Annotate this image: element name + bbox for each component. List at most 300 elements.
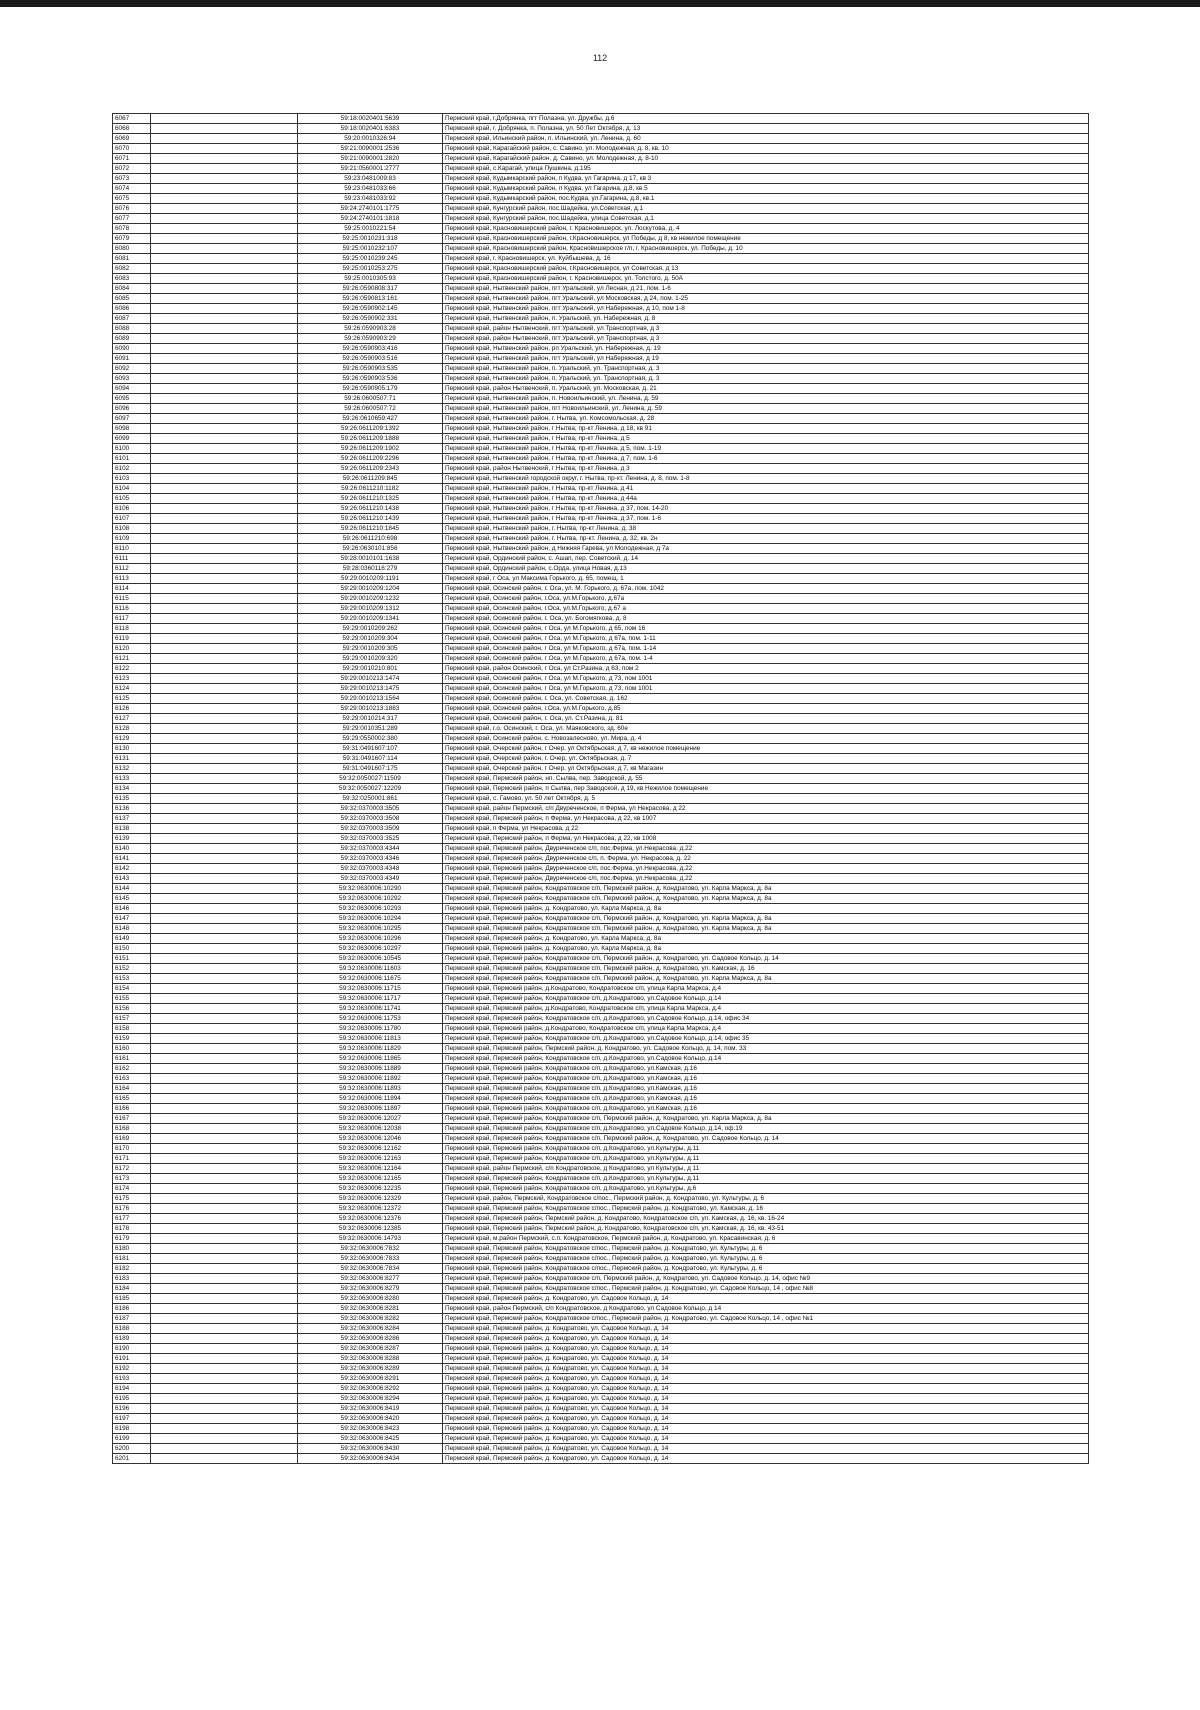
table-row bbox=[113, 194, 1089, 204]
table-row bbox=[113, 744, 1089, 754]
address: Пермский край, Пермский район, д. Кондратово, ул. Садовое Кольцо, д. 14 bbox=[443, 1374, 1089, 1384]
cadastral-number: 59:26:0611210:1845 bbox=[298, 524, 443, 534]
address: Пермский край, Пермский район, Кондратовское с/п, д.Кондратово, ул.Садовое Кольцо, д.14, офис 35 bbox=[443, 1034, 1089, 1044]
table-row bbox=[113, 1044, 1089, 1054]
address: Пермский край, Ильинский район, п. Ильинский, ул. Ленина, д. 60 bbox=[443, 134, 1089, 144]
row-number: 6109 bbox=[113, 534, 151, 544]
address: Пермский край, Осинский район, г Оса, ул М.Горького, д 67а, пом. 1-4 bbox=[443, 654, 1089, 664]
empty-cell bbox=[151, 134, 298, 144]
address: Пермский край, Пермский район, Кондратовское с/п, д.Кондратово, ул.Садовое Кольцо, д.14, оф.19 bbox=[443, 1124, 1089, 1134]
empty-cell bbox=[151, 904, 298, 914]
cadastral-number: 59:32:0050027:12209 bbox=[298, 784, 443, 794]
row-number: 6077 bbox=[113, 214, 151, 224]
address: Пермский край, Пермский район, Кондратовское с/п, д.Кондратово, ул.Камская, д.16 bbox=[443, 1064, 1089, 1074]
address: Пермский край, Очерский район, г Очер, ул Октябрьская, д 7, кв Магазин bbox=[443, 764, 1089, 774]
cadastral-number: 59:26:0590813:161 bbox=[298, 294, 443, 304]
cadastral-number: 59:20:0010326:94 bbox=[298, 134, 443, 144]
row-number: 6103 bbox=[113, 474, 151, 484]
address: Пермский край, Пермский район, д. Кондратово, ул. Садовое Кольцо, д. 14 bbox=[443, 1454, 1089, 1464]
row-number: 6166 bbox=[113, 1104, 151, 1114]
empty-cell bbox=[151, 1144, 298, 1154]
row-number: 6131 bbox=[113, 754, 151, 764]
cadastral-number: 59:28:0360116:279 bbox=[298, 564, 443, 574]
row-number: 6067 bbox=[113, 114, 151, 124]
cadastral-number: 59:26:0590902:331 bbox=[298, 314, 443, 324]
address: Пермский край, Пермский район, Кондратовское с/пос., Пермский район, д. Кондратово, ул. Культуры, д. 6 bbox=[443, 1264, 1089, 1274]
cadastral-number: 59:21:0560001:2777 bbox=[298, 164, 443, 174]
address: Пермский край, Пермский район, д.Кондратово, Кондратовское с/п, улица Карла Маркса, д.4 bbox=[443, 984, 1089, 994]
address: Пермский край, Красновишерский район, г.Красновишерск, ул Советская, д 13 bbox=[443, 264, 1089, 274]
empty-cell bbox=[151, 1454, 298, 1464]
table-row bbox=[113, 324, 1089, 334]
cadastral-number: 59:32:0250001:861 bbox=[298, 794, 443, 804]
table-row bbox=[113, 444, 1089, 454]
row-number: 6073 bbox=[113, 174, 151, 184]
cadastral-number: 59:32:0630006:8277 bbox=[298, 1274, 443, 1284]
cadastral-number: 59:26:0611210:1325 bbox=[298, 494, 443, 504]
cadastral-number: 59:32:0370003:4344 bbox=[298, 844, 443, 854]
empty-cell bbox=[151, 1254, 298, 1264]
empty-cell bbox=[151, 414, 298, 424]
empty-cell bbox=[151, 584, 298, 594]
table-row bbox=[113, 734, 1089, 744]
cadastral-number: 59:32:0630006:8419 bbox=[298, 1404, 443, 1414]
empty-cell bbox=[151, 444, 298, 454]
address: Пермский край, Пермский район, д. Кондратово, ул. Садовое Кольцо, д. 14 bbox=[443, 1404, 1089, 1414]
empty-cell bbox=[151, 234, 298, 244]
table-row bbox=[113, 1284, 1089, 1294]
cadastral-number: 59:26:0610659:427 bbox=[298, 414, 443, 424]
empty-cell bbox=[151, 764, 298, 774]
cadastral-number: 59:24:2740101:1818 bbox=[298, 214, 443, 224]
cadastral-number: 59:32:0630006:11889 bbox=[298, 1064, 443, 1074]
table-row bbox=[113, 1094, 1089, 1104]
cadastral-number: 59:32:0630006:10290 bbox=[298, 884, 443, 894]
table-row bbox=[113, 724, 1089, 734]
empty-cell bbox=[151, 684, 298, 694]
empty-cell bbox=[151, 824, 298, 834]
row-number: 6188 bbox=[113, 1324, 151, 1334]
row-number: 6161 bbox=[113, 1054, 151, 1064]
table-row bbox=[113, 1354, 1089, 1364]
empty-cell bbox=[151, 1284, 298, 1294]
table-row bbox=[113, 604, 1089, 614]
empty-cell bbox=[151, 984, 298, 994]
cadastral-number: 59:32:0630006:11741 bbox=[298, 1004, 443, 1014]
address: Пермский край, Пермский район, Пермский район, д. Кондратово, Кондратовское с/п, ул. Камская, д. 16, кв. 16-24 bbox=[443, 1214, 1089, 1224]
empty-cell bbox=[151, 304, 298, 314]
cadastral-number: 59:25:0010221:54 bbox=[298, 224, 443, 234]
cadastral-number: 59:29:0010213:1475 bbox=[298, 684, 443, 694]
table-row bbox=[113, 464, 1089, 474]
table-row bbox=[113, 1404, 1089, 1414]
empty-cell bbox=[151, 1124, 298, 1134]
row-number: 6147 bbox=[113, 914, 151, 924]
empty-cell bbox=[151, 654, 298, 664]
cadastral-number: 59:32:0630006:12163 bbox=[298, 1154, 443, 1164]
row-number: 6121 bbox=[113, 654, 151, 664]
row-number: 6127 bbox=[113, 714, 151, 724]
row-number: 6160 bbox=[113, 1044, 151, 1054]
table-row bbox=[113, 714, 1089, 724]
row-number: 6144 bbox=[113, 884, 151, 894]
table-row bbox=[113, 294, 1089, 304]
row-number: 6183 bbox=[113, 1274, 151, 1284]
cadastral-number: 59:32:0630006:8423 bbox=[298, 1424, 443, 1434]
row-number: 6095 bbox=[113, 394, 151, 404]
row-number: 6129 bbox=[113, 734, 151, 744]
cadastral-number: 59:26:0590903:516 bbox=[298, 354, 443, 364]
table-row bbox=[113, 1174, 1089, 1184]
empty-cell bbox=[151, 464, 298, 474]
row-number: 6137 bbox=[113, 814, 151, 824]
empty-cell bbox=[151, 594, 298, 604]
row-number: 6157 bbox=[113, 1014, 151, 1024]
address: Пермский край, Пермский район, Кондратовское с/п, Пермский район, д. Кондратово, ул. Садовое Кольцо, д. 14 bbox=[443, 954, 1089, 964]
row-number: 6068 bbox=[113, 124, 151, 134]
address: Пермский край, район Нытвенский, пгт Уральский, ул Транспортная, д 3 bbox=[443, 334, 1089, 344]
cadastral-number: 59:26:0611209:2343 bbox=[298, 464, 443, 474]
empty-cell bbox=[151, 714, 298, 724]
empty-cell bbox=[151, 554, 298, 564]
empty-cell bbox=[151, 1104, 298, 1114]
cadastral-number: 59:29:0010209:1312 bbox=[298, 604, 443, 614]
address: Пермский край, Пермский район, д. Кондратово, ул. Садовое Кольцо, д. 14 bbox=[443, 1444, 1089, 1454]
cadastral-number: 59:23:0481009:83 bbox=[298, 174, 443, 184]
empty-cell bbox=[151, 1314, 298, 1324]
cadastral-number: 59:32:0630006:10292 bbox=[298, 894, 443, 904]
row-number: 6185 bbox=[113, 1294, 151, 1304]
table-row bbox=[113, 244, 1089, 254]
address: Пермский край, Пермский район, Кондратовское с/п, д.Кондратово, ул.Садовое Кольцо, д.14 bbox=[443, 1054, 1089, 1064]
row-number: 6196 bbox=[113, 1404, 151, 1414]
cadastral-number: 59:32:0630006:8281 bbox=[298, 1304, 443, 1314]
table-row bbox=[113, 1244, 1089, 1254]
empty-cell bbox=[151, 1044, 298, 1054]
address: Пермский край, Кудымкарский район, пос.Кудва, ул.Гагарина, д.8, кв.1 bbox=[443, 194, 1089, 204]
empty-cell bbox=[151, 534, 298, 544]
cadastral-number: 59:29:0010209:1232 bbox=[298, 594, 443, 604]
row-number: 6080 bbox=[113, 244, 151, 254]
row-number: 6093 bbox=[113, 374, 151, 384]
address: Пермский край, Пермский район, Кондратовское с/пос., Пермский район, д. Кондратово, ул. Садовое Кольцо, 14 , офис №1 bbox=[443, 1314, 1089, 1324]
empty-cell bbox=[151, 124, 298, 134]
address: Пермский край, Пермский район, п Ферма, ул Некрасова, д 22, кв 1007 bbox=[443, 814, 1089, 824]
empty-cell bbox=[151, 814, 298, 824]
row-number: 6104 bbox=[113, 484, 151, 494]
table-row bbox=[113, 614, 1089, 624]
table-row bbox=[113, 1414, 1089, 1424]
row-number: 6088 bbox=[113, 324, 151, 334]
cadastral-number: 59:29:0010213:1564 bbox=[298, 694, 443, 704]
table-row bbox=[113, 1214, 1089, 1224]
cadastral-number: 59:32:0050027:11509 bbox=[298, 774, 443, 784]
table-row bbox=[113, 654, 1089, 664]
table-row bbox=[113, 1334, 1089, 1344]
empty-cell bbox=[151, 494, 298, 504]
table-row bbox=[113, 544, 1089, 554]
cadastral-number: 59:18:0020401:6383 bbox=[298, 124, 443, 134]
cadastral-number: 59:29:0010210:801 bbox=[298, 664, 443, 674]
empty-cell bbox=[151, 874, 298, 884]
table-row bbox=[113, 494, 1089, 504]
row-number: 6123 bbox=[113, 674, 151, 684]
cadastral-number: 59:29:0010214:317 bbox=[298, 714, 443, 724]
address: Пермский край, Осинский район, г Оса, ул М.Горького, д 73, пом 1001 bbox=[443, 684, 1089, 694]
empty-cell bbox=[151, 644, 298, 654]
cadastral-number: 59:32:0630006:8292 bbox=[298, 1384, 443, 1394]
empty-cell bbox=[151, 1004, 298, 1014]
row-number: 6195 bbox=[113, 1394, 151, 1404]
table-row bbox=[113, 164, 1089, 174]
row-number: 6132 bbox=[113, 764, 151, 774]
row-number: 6106 bbox=[113, 504, 151, 514]
empty-cell bbox=[151, 504, 298, 514]
address: Пермский край, Пермский район, Кондратовское с/п, д.Кондратово, ул.Камская, д.16 bbox=[443, 1084, 1089, 1094]
address: Пермский край, Пермский район, п Ферма, ул Некрасова, д 22, кв 1008 bbox=[443, 834, 1089, 844]
table-row bbox=[113, 1304, 1089, 1314]
row-number: 6101 bbox=[113, 454, 151, 464]
address: Пермский край, район, Пермский, Кондратовское с/пос., Пермский район, д. Кондратово, ул. Культуры, д. 6 bbox=[443, 1194, 1089, 1204]
row-number: 6135 bbox=[113, 794, 151, 804]
cadastral-number: 59:32:0630006:7832 bbox=[298, 1244, 443, 1254]
row-number: 6149 bbox=[113, 934, 151, 944]
empty-cell bbox=[151, 154, 298, 164]
empty-cell bbox=[151, 1354, 298, 1364]
empty-cell bbox=[151, 674, 298, 684]
address: Пермский край, Пермский район, Пермский район, д. Кондратово, ул. Садовое Кольцо, д. 14, пом. 33 bbox=[443, 1044, 1089, 1054]
row-number: 6189 bbox=[113, 1334, 151, 1344]
table-row bbox=[113, 274, 1089, 284]
address: Пермский край, район Осинский, г Оса, ул Ст.Разина, д 63, пом 2 bbox=[443, 664, 1089, 674]
cadastral-number: 59:26:0590903:28 bbox=[298, 324, 443, 334]
table-row bbox=[113, 534, 1089, 544]
address: Пермский край, Пермский район, д. Кондратово, ул. Садовое Кольцо, д. 14 bbox=[443, 1324, 1089, 1334]
row-number: 6108 bbox=[113, 524, 151, 534]
row-number: 6113 bbox=[113, 574, 151, 584]
empty-cell bbox=[151, 1134, 298, 1144]
table-row bbox=[113, 344, 1089, 354]
table-row bbox=[113, 204, 1089, 214]
address: Пермский край, Осинский район, г Оса, ул М.Горького, д 73, пом 1001 bbox=[443, 674, 1089, 684]
row-number: 6128 bbox=[113, 724, 151, 734]
cadastral-number: 59:24:2740101:1775 bbox=[298, 204, 443, 214]
cadastral-number: 59:32:0630006:12164 bbox=[298, 1164, 443, 1174]
cadastral-number: 59:26:0600507:72 bbox=[298, 404, 443, 414]
table-row bbox=[113, 1254, 1089, 1264]
empty-cell bbox=[151, 214, 298, 224]
table-row bbox=[113, 254, 1089, 264]
row-number: 6159 bbox=[113, 1034, 151, 1044]
cadastral-number: 59:32:0630006:10297 bbox=[298, 944, 443, 954]
row-number: 6154 bbox=[113, 984, 151, 994]
empty-cell bbox=[151, 424, 298, 434]
cadastral-number: 59:26:0611209:845 bbox=[298, 474, 443, 484]
address: Пермский край, Красновишерский район, г. Красновишерск, ул. Толстого, д. 50А bbox=[443, 274, 1089, 284]
table-row bbox=[113, 174, 1089, 184]
row-number: 6172 bbox=[113, 1164, 151, 1174]
empty-cell bbox=[151, 184, 298, 194]
row-number: 6156 bbox=[113, 1004, 151, 1014]
cadastral-number: 59:26:0611209:2296 bbox=[298, 454, 443, 464]
table-row bbox=[113, 974, 1089, 984]
table-row bbox=[113, 914, 1089, 924]
cadastral-number: 59:32:0630006:11715 bbox=[298, 984, 443, 994]
empty-cell bbox=[151, 964, 298, 974]
empty-cell bbox=[151, 1224, 298, 1234]
table-row bbox=[113, 484, 1089, 494]
table-row bbox=[113, 1344, 1089, 1354]
address: Пермский край, Пермский район, Кондратовское с/п, Пермский район, д. Кондратово, ул. Камская, д. 16 bbox=[443, 964, 1089, 974]
empty-cell bbox=[151, 1324, 298, 1334]
empty-cell bbox=[151, 284, 298, 294]
address: Пермский край, Пермский район, Двуреченское с/п, пос.Ферма, ул.Некрасова, д.22 bbox=[443, 874, 1089, 884]
table-row bbox=[113, 1064, 1089, 1074]
empty-cell bbox=[151, 1034, 298, 1044]
cadastral-number: 59:26:0611210:1439 bbox=[298, 514, 443, 524]
cadastral-number: 59:23:0481033:92 bbox=[298, 194, 443, 204]
address: Пермский край, Осинский район, г. Оса, ул. Советская, д. 162 bbox=[443, 694, 1089, 704]
empty-cell bbox=[151, 1164, 298, 1174]
address: Пермский край, Карагайский район, д. Савино, ул. Молодежная, д. 8-10 bbox=[443, 154, 1089, 164]
address: Пермский край, Нытвенский район, п. Новоильинский, ул. Ленина, д. 59 bbox=[443, 394, 1089, 404]
address: Пермский край, Нытвенский городской округ, г. Нытва, пр-кт. Ленина, д. 8, пом. 1-8 bbox=[443, 474, 1089, 484]
table-row bbox=[113, 434, 1089, 444]
empty-cell bbox=[151, 294, 298, 304]
address: Пермский край, район Пермский, с/п Двуреченское, п Ферма, ул Некрасова, д 22 bbox=[443, 804, 1089, 814]
cadastral-number: 59:32:0630006:8420 bbox=[298, 1414, 443, 1424]
empty-cell bbox=[151, 724, 298, 734]
table-row bbox=[113, 1194, 1089, 1204]
table-row bbox=[113, 624, 1089, 634]
table-row bbox=[113, 1314, 1089, 1324]
row-number: 6097 bbox=[113, 414, 151, 424]
cadastral-number: 59:32:0630006:8434 bbox=[298, 1454, 443, 1464]
address: Пермский край, Нытвенский район, пгт Уральский, ул Московская, д 24, пом. 1-25 bbox=[443, 294, 1089, 304]
address: Пермский край, Нытвенский район, пгт Новоильинский, ул. Ленина, д. 59 bbox=[443, 404, 1089, 414]
empty-cell bbox=[151, 1154, 298, 1164]
row-number: 6124 bbox=[113, 684, 151, 694]
cadastral-number: 59:32:0630006:11753 bbox=[298, 1014, 443, 1024]
cadastral-number: 59:32:0630006:8291 bbox=[298, 1374, 443, 1384]
table-row bbox=[113, 844, 1089, 854]
cadastral-number: 59:32:0630006:8425 bbox=[298, 1434, 443, 1444]
row-number: 6164 bbox=[113, 1084, 151, 1094]
address: Пермский край, Карагайский район, с. Савино, ул. Молодежная, д. 8, кв. 10 bbox=[443, 144, 1089, 154]
row-number: 6076 bbox=[113, 204, 151, 214]
empty-cell bbox=[151, 1234, 298, 1244]
empty-cell bbox=[151, 1184, 298, 1194]
address: Пермский край, Пермский район, Кондратовское с/п, Пермский район, д. Кондратово, ул. Садовое Кольцо, д. 14 bbox=[443, 1134, 1089, 1144]
address: Пермский край, Пермский район, Кондратовское с/пос., Пермский район, д. Кондратово, ул. Садовое Кольцо, 14 , офис №8 bbox=[443, 1284, 1089, 1294]
address: Пермский край, Нытвенский район, г Нытва, пр-кт Ленина, д 5, пом. 1-19 bbox=[443, 444, 1089, 454]
empty-cell bbox=[151, 844, 298, 854]
table-row bbox=[113, 154, 1089, 164]
address: Пермский край, Осинский район, г.Оса, ул.М.Горького, д.67а bbox=[443, 594, 1089, 604]
table-row bbox=[113, 814, 1089, 824]
table-row bbox=[113, 754, 1089, 764]
address: Пермский край, Пермский район, д. Кондратово, ул. Карла Маркса, д. 8а bbox=[443, 904, 1089, 914]
table-row bbox=[113, 874, 1089, 884]
address: Пермский край, Пермский район, Пермский район, д. Кондратово, Кондратовское с/п, ул. Камская, д. 16, кв. 43-51 bbox=[443, 1224, 1089, 1234]
cadastral-number: 59:26:0630101:856 bbox=[298, 544, 443, 554]
empty-cell bbox=[151, 1274, 298, 1284]
address: Пермский край, Пермский район, д. Кондратово, ул. Садовое Кольцо, д. 14 bbox=[443, 1344, 1089, 1354]
cadastral-number: 59:25:0010232:107 bbox=[298, 244, 443, 254]
address: Пермский край, Пермский район, Кондратовское с/пос., Пермский район, д. Кондратово, ул. Культуры, д. 6 bbox=[443, 1244, 1089, 1254]
table-row bbox=[113, 934, 1089, 944]
cadastral-number: 59:32:0630006:12376 bbox=[298, 1214, 443, 1224]
cadastral-number: 59:26:0611210:1182 bbox=[298, 484, 443, 494]
table-row bbox=[113, 1224, 1089, 1234]
cadastral-number: 59:32:0630006:8282 bbox=[298, 1314, 443, 1324]
cadastral-number: 59:32:0630006:12165 bbox=[298, 1174, 443, 1184]
empty-cell bbox=[151, 374, 298, 384]
cadastral-number: 59:32:0370003:4348 bbox=[298, 864, 443, 874]
cadastral-number: 59:32:0630006:11897 bbox=[298, 1104, 443, 1114]
row-number: 6194 bbox=[113, 1384, 151, 1394]
address: Пермский край, Пермский район, д. Кондратово, ул. Садовое Кольцо, д. 14 bbox=[443, 1424, 1089, 1434]
address: Пермский край, Пермский район, Кондратовское с/п, Пермский район, д. Кондратово, ул. Карла Маркса, д. 8а bbox=[443, 974, 1089, 984]
table-row bbox=[113, 474, 1089, 484]
table-row bbox=[113, 674, 1089, 684]
cadastral-number: 59:25:0010305:93 bbox=[298, 274, 443, 284]
row-number: 6122 bbox=[113, 664, 151, 674]
empty-cell bbox=[151, 1114, 298, 1124]
empty-cell bbox=[151, 1294, 298, 1304]
row-number: 6182 bbox=[113, 1264, 151, 1274]
address: Пермский край, Пермский район, д.Кондратово, Кондратовское с/п, улица Карла Маркса, д.4 bbox=[443, 1004, 1089, 1014]
cadastral-number: 59:31:0491607:107 bbox=[298, 744, 443, 754]
row-number: 6072 bbox=[113, 164, 151, 174]
page-number: 112 bbox=[592, 53, 608, 63]
cadastral-number: 59:32:0630006:10545 bbox=[298, 954, 443, 964]
row-number: 6151 bbox=[113, 954, 151, 964]
row-number: 6125 bbox=[113, 694, 151, 704]
address: Пермский край, г.о. Осинский, г. Оса, ул. Маяковского, зд. 60е bbox=[443, 724, 1089, 734]
address: Пермский край, Кудымкарский район, п Кудва, ул Гагарина, д.8, кв.5 bbox=[443, 184, 1089, 194]
empty-cell bbox=[151, 634, 298, 644]
table-row bbox=[113, 1204, 1089, 1214]
table-row bbox=[113, 694, 1089, 704]
table-row bbox=[113, 984, 1089, 994]
row-number: 6192 bbox=[113, 1364, 151, 1374]
empty-cell bbox=[151, 384, 298, 394]
cadastral-number: 59:26:0590903:29 bbox=[298, 334, 443, 344]
address: Пермский край, Пермский район, Кондратовское с/п, д.Кондратово, ул.Культуры, д.11 bbox=[443, 1144, 1089, 1154]
table-row bbox=[113, 284, 1089, 294]
table-row bbox=[113, 374, 1089, 384]
row-number: 6169 bbox=[113, 1134, 151, 1144]
empty-cell bbox=[151, 1174, 298, 1184]
row-number: 6163 bbox=[113, 1074, 151, 1084]
address: Пермский край, Нытвенский район, п. Уральский, ул. Набережная, д. 8 bbox=[443, 314, 1089, 324]
cadastral-number: 59:32:0630006:11865 bbox=[298, 1054, 443, 1064]
cadastral-number: 59:32:0630006:12162 bbox=[298, 1144, 443, 1154]
empty-cell bbox=[151, 614, 298, 624]
address: Пермский край, Пермский район, д. Кондратово, ул. Садовое Кольцо, д. 14 bbox=[443, 1394, 1089, 1404]
row-number: 6179 bbox=[113, 1234, 151, 1244]
row-number: 6117 bbox=[113, 614, 151, 624]
row-number: 6167 bbox=[113, 1114, 151, 1124]
table-row bbox=[113, 1014, 1089, 1024]
cadastral-number: 59:29:0010209:262 bbox=[298, 624, 443, 634]
empty-cell bbox=[151, 204, 298, 214]
empty-cell bbox=[151, 744, 298, 754]
table-row bbox=[113, 144, 1089, 154]
row-number: 6178 bbox=[113, 1224, 151, 1234]
address: Пермский край, Нытвенский район, г Нытва, пр-кт Ленина, д 18, кв 91 bbox=[443, 424, 1089, 434]
